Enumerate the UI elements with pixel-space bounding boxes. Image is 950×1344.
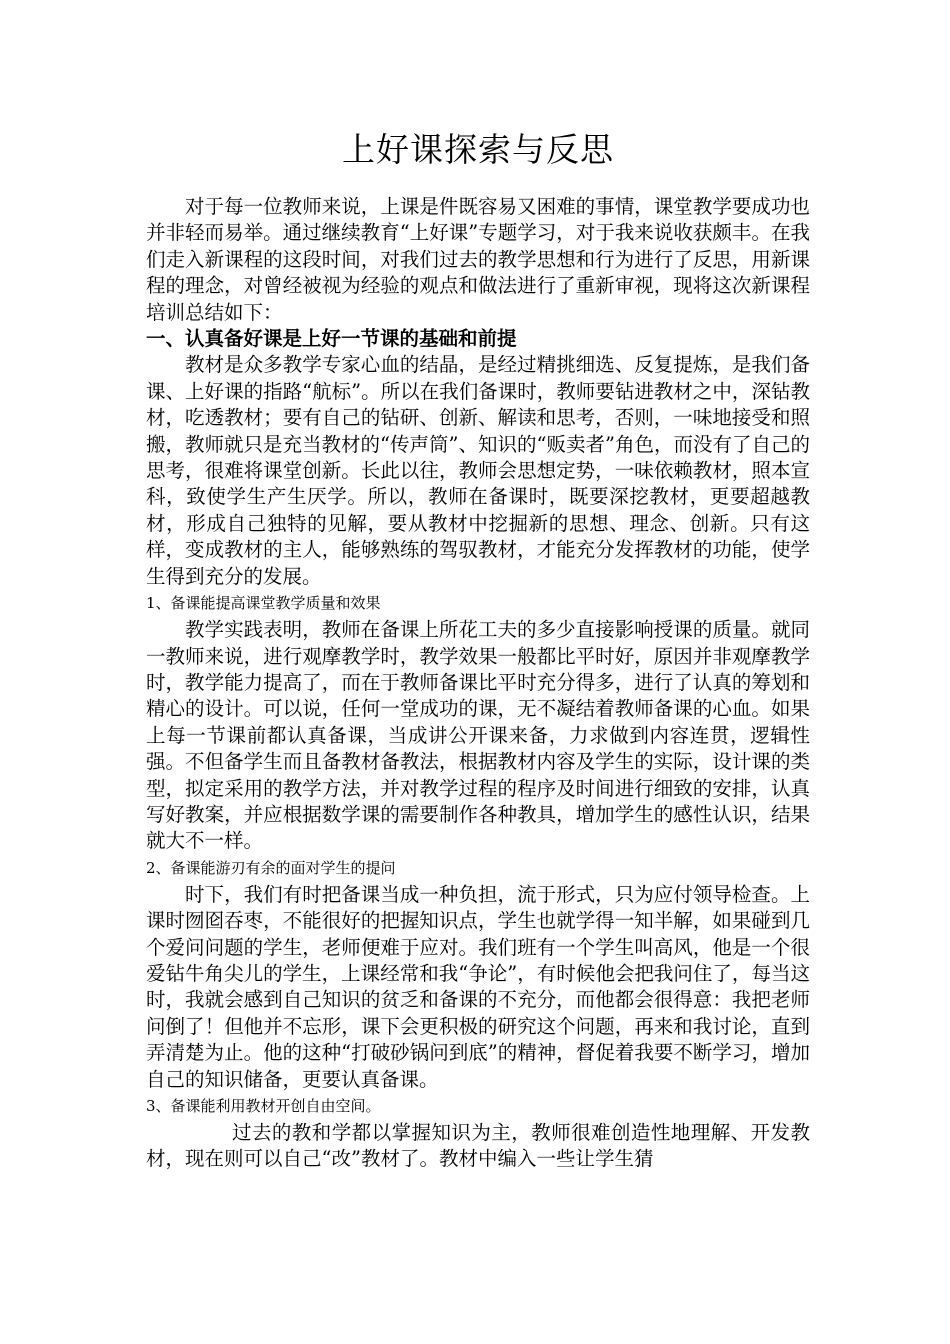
- section-1-heading: 一、认真备好课是上好一节课的基础和前提: [146, 327, 517, 351]
- document-title: 上好课探索与反思: [342, 130, 614, 169]
- intro-paragraph: 对于每一位教师来说，上课是件既容易又困难的事情，课堂教学要成功也并非轻而易举。通过继续教育“上好课”专题学习，对于我来说收获颇丰。在我们走入新课程的这段时间，对我们过去的教学思想和行为进行了反思，用新课程的理念，对曾经被视为经验的观点和做法进行了重新审视，现将这次新课程培训总结如下：: [146, 195, 810, 324]
- subsection-2-heading: 2、备课能游刃有余的面对学生的提问: [146, 858, 396, 877]
- subsection-3-heading: 3、备课能利用教材开创自由空间。: [146, 1097, 381, 1115]
- section-1-paragraph: 教材是众多教学专家心血的结晶，是经过精挑细选、反复提炼，是我们备课、上好课的指路“航标”。所以在我们备课时，教师要钻进教材之中，深钻教材，吃透教材；要有自己的钻研、创新、解读和思考，否则，一味地接受和照搬，教师就只是充当教材的“传声筒”、知识的“贩卖者”角色，而没有了自己的思考，很难将课堂创新。长此以往，教师会思想定势，一味依赖教材，照本宣科，致使学生产生厌学。所以，教师在备课时，既要深挖教材，更要超越教材，形成自己独特的见解，要从教材中挖掘新的思想、理念、创新。只有这样，变成教材的主人，能够熟练的驾驭教材，才能充分发挥教材的功能，使学生得到充分的发展。: [146, 353, 810, 588]
- subsection-1-heading: 1、备课能提高课堂教学质量和效果: [146, 594, 381, 613]
- subsection-2-paragraph: 时下，我们有时把备课当成一种负担，流于形式，只为应付领导检查。上课时囫囵吞枣，不能很好的把握知识点，学生也就学得一知半解，如果碰到几个爱问问题的学生，老师便难于应对。我们班有一个学生叫高风，他是一个很爱钻牛角尖儿的学生，上课经常和我“争论”，有时候他会把我问住了，每当这时，我就会感到自己知识的贫乏和备课的不充分，而他都会很得意：我把老师问倒了！但他并不忘形，课下会更积极的研究这个问题，再来和我讨论，直到弄清楚为止。他的这种“打破砂锅问到底”的精神，督促着我要不断学习，增加自己的知识储备，更要认真备课。: [146, 882, 810, 1091]
- subsection-1-paragraph: 教学实践表明，教师在备课上所花工夫的多少直接影响授课的质量。就同一教师来说，进行观摩教学时，教学效果一般都比平时好，原因并非观摩教学时，教学能力提高了，而在于教师备课比平时充分得多，进行了认真的筹划和精心的设计。可以说，任何一堂成功的课，无不凝结着教师备课的心血。如果上每一节课前都认真备课，当成讲公开课来备，力求做到内容连贯，逻辑性强。不但备学生而且备教材备教法，根据教材内容及学生的实际，设计课的类型，拟定采用的教学方法，并对教学过程的程序及时间进行细致的安排，认真写好教案，并应根据数学课的需要制作各种教具，增加学生的感性认识，结果就大不一样。: [146, 618, 810, 853]
- subsection-3-paragraph: 过去的教和学都以掌握知识为主，教师很难创造性地理解、开发教材，现在则可以自己“改”教材了。教材中编入一些让学生猜: [146, 1121, 810, 1171]
- document-page: [146, 128, 810, 1173]
